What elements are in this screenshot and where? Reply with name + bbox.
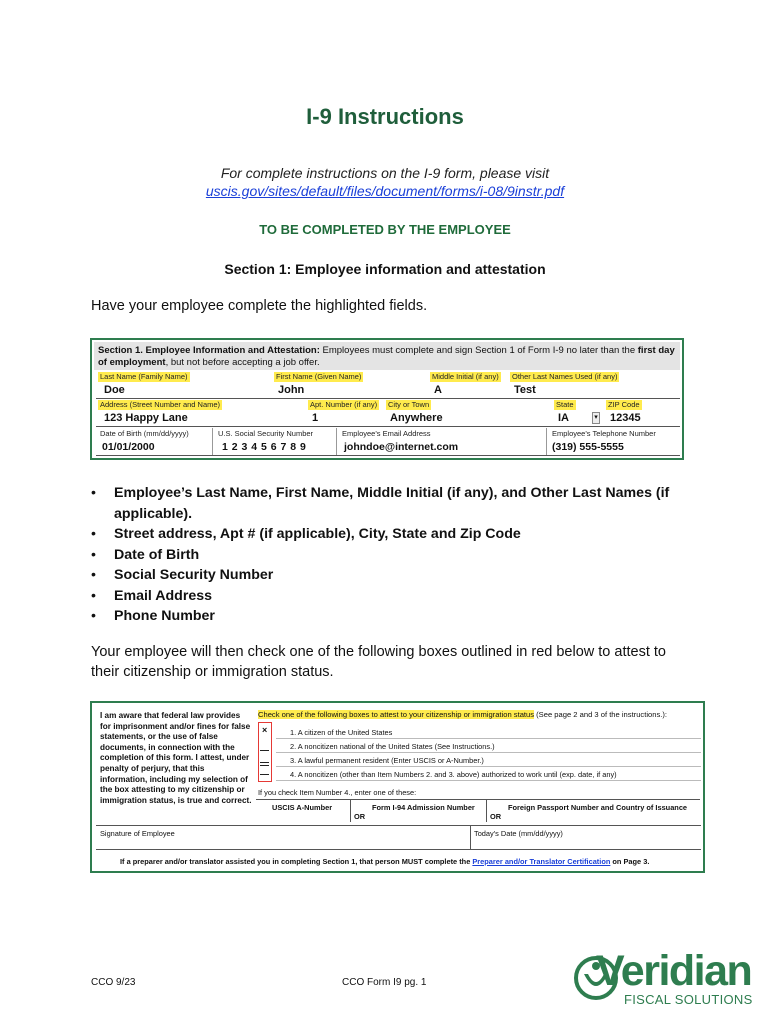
form-header-bold: Section 1. Employee Information and Attestation: [98,345,320,356]
column-divider [470,825,471,849]
preparer-notice-text: If a preparer and/or translator assisted you in completing Section 1, that person MUST complete the [120,857,473,866]
state-value: IA [558,412,569,424]
i94-number-label: Form I-94 Admission Number [372,803,475,812]
state-dropdown-arrow-icon[interactable]: ▾ [592,412,600,424]
ssn-value: 1 2 3 4 5 6 7 8 9 [222,441,307,453]
row-divider [276,752,701,753]
option-citizen: 1. A citizen of the United States [290,728,393,737]
row-divider [256,799,700,800]
apt-label: Apt. Number (if any) [310,400,378,409]
have-employee-text: Have your employee complete the highlighted fields. [91,298,428,314]
option-permanent-resident: 3. A lawful permanent resident (Enter USCIS or A-Number.) [290,756,484,765]
logo-name: Veridian [596,947,752,995]
form-header-text-2: , but not before accepting a job offer. [165,356,320,368]
column-divider [350,800,351,822]
list-item: • Employee’s Last Name, First Name, Middle Initial (if any), and Other Last Names (if applicable). [91,483,671,524]
row-divider [96,455,680,456]
checkbox-authorized-noncitizen[interactable] [260,774,269,775]
checkbox-permanent-resident-line [260,765,269,766]
column-divider [546,428,547,456]
state-label: State [556,400,574,409]
last-name-value: Doe [104,384,125,396]
intro-text: For complete instructions on the I-9 form, please visit [220,165,550,181]
required-fields-list [91,483,671,627]
zip-value: 12345 [610,412,641,424]
list-item: • Phone Number [91,606,671,627]
phone-value: (319) 555-5555 [552,441,624,453]
middle-initial-value: A [434,384,442,396]
email-label: Employee's Email Address [342,429,431,438]
row-divider [96,426,680,427]
todays-date-label: Today's Date (mm/dd/yyyy) [474,829,563,838]
checkbox-permanent-resident[interactable] [260,762,269,763]
column-divider [336,428,337,456]
section1-form-header [94,342,680,370]
first-name-value: John [278,384,305,396]
attestation-form [90,701,705,873]
column-divider [486,800,487,822]
checkbox-noncitizen-national[interactable] [260,750,269,751]
last-name-label: Last Name (Family Name) [100,372,188,381]
form-header-bold-2: first day of employment [98,345,675,368]
other-last-names-label: Other Last Names Used (if any) [512,372,618,381]
list-item: • Social Security Number [91,565,671,586]
phone-label: Employee's Telephone Number [552,429,656,438]
apt-value: 1 [312,412,319,424]
row-divider [96,398,680,399]
ssn-label: U.S. Social Security Number [218,429,314,438]
option-noncitizen-national: 2. A noncitizen national of the United States (See Instructions.) [290,742,495,751]
citizenship-instruction: Your employee will then check one of the following boxes outlined in red below to attest to their citizenship or immigration status. [91,644,666,680]
section1-form [90,338,684,460]
passport-label: Foreign Passport Number and Country of Issuance [508,803,688,812]
preparer-notice [120,857,649,866]
checkbox-citizen-checked[interactable]: × [262,725,268,735]
instructions-link[interactable]: uscis.gov/sites/default/files/document/forms/i-08/9instr.pdf [205,183,565,199]
signature-label: Signature of Employee [100,829,175,838]
page-title: I-9 Instructions [306,104,464,129]
preparer-notice-end: on Page 3. [610,857,650,866]
footer-page: CCO Form I9 pg. 1 [342,977,427,988]
attestation-statement: I am aware that federal law provides for imprisonment and/or fines for false statements, or the use of false documents, in connection with the completion of this form. I attest, under penalty of perjury, that this information, including my selection of the box attesting to my citizenship or immigration status, is true and correct. [100,711,252,805]
first-name-label: First Name (Given Name) [276,372,362,381]
row-divider [276,738,701,739]
section-heading: Section 1: Employee information and attestation [224,261,546,277]
item4-instruction: If you check Item Number 4., enter one of these: [258,788,417,797]
attestation-header-highlight: Check one of the following boxes to attest to your citizenship or immigration status [258,710,535,719]
attestation-header [258,710,667,719]
zip-label: ZIP Code [608,400,640,409]
preparer-certification-link[interactable]: Preparer and/or Translator Certification [472,857,611,866]
attestation-header-rest: (See page 2 and 3 of the instructions.): [534,710,668,719]
option-authorized-noncitizen: 4. A noncitizen (other than Item Numbers 2. and 3. above) authorized to work until (exp. date, if any) [290,770,617,779]
form-header-text: Employees must complete and sign Section 1 of Form I-9 no later than the [319,345,638,356]
city-value: Anywhere [390,412,443,424]
column-divider [212,428,213,456]
dob-label: Date of Birth (mm/dd/yyyy) [100,429,189,438]
row-divider [276,766,701,767]
list-item: • Email Address [91,586,671,607]
to-be-completed-heading: TO BE COMPLETED BY THE EMPLOYEE [259,222,511,237]
row-divider [96,825,701,826]
middle-initial-label: Middle Initial (if any) [432,372,499,381]
address-value: 123 Happy Lane [104,412,188,424]
email-value: johndoe@internet.com [344,441,459,453]
uscis-number-label: USCIS A-Number [272,803,333,812]
other-last-names-value: Test [514,384,536,396]
address-label: Address (Street Number and Name) [100,400,221,409]
dob-value: 01/01/2000 [102,441,155,453]
row-divider [96,849,701,850]
or-separator: OR [490,812,502,821]
list-item: • Date of Birth [91,545,671,566]
row-divider [276,780,701,781]
list-item: • Street address, Apt # (if applicable), City, State and Zip Code [91,524,671,545]
logo-subtitle: FISCAL SOLUTIONS [624,992,753,1007]
or-separator: OR [354,812,366,821]
footer-code: CCO 9/23 [91,977,136,988]
city-label: City or Town [388,400,430,409]
